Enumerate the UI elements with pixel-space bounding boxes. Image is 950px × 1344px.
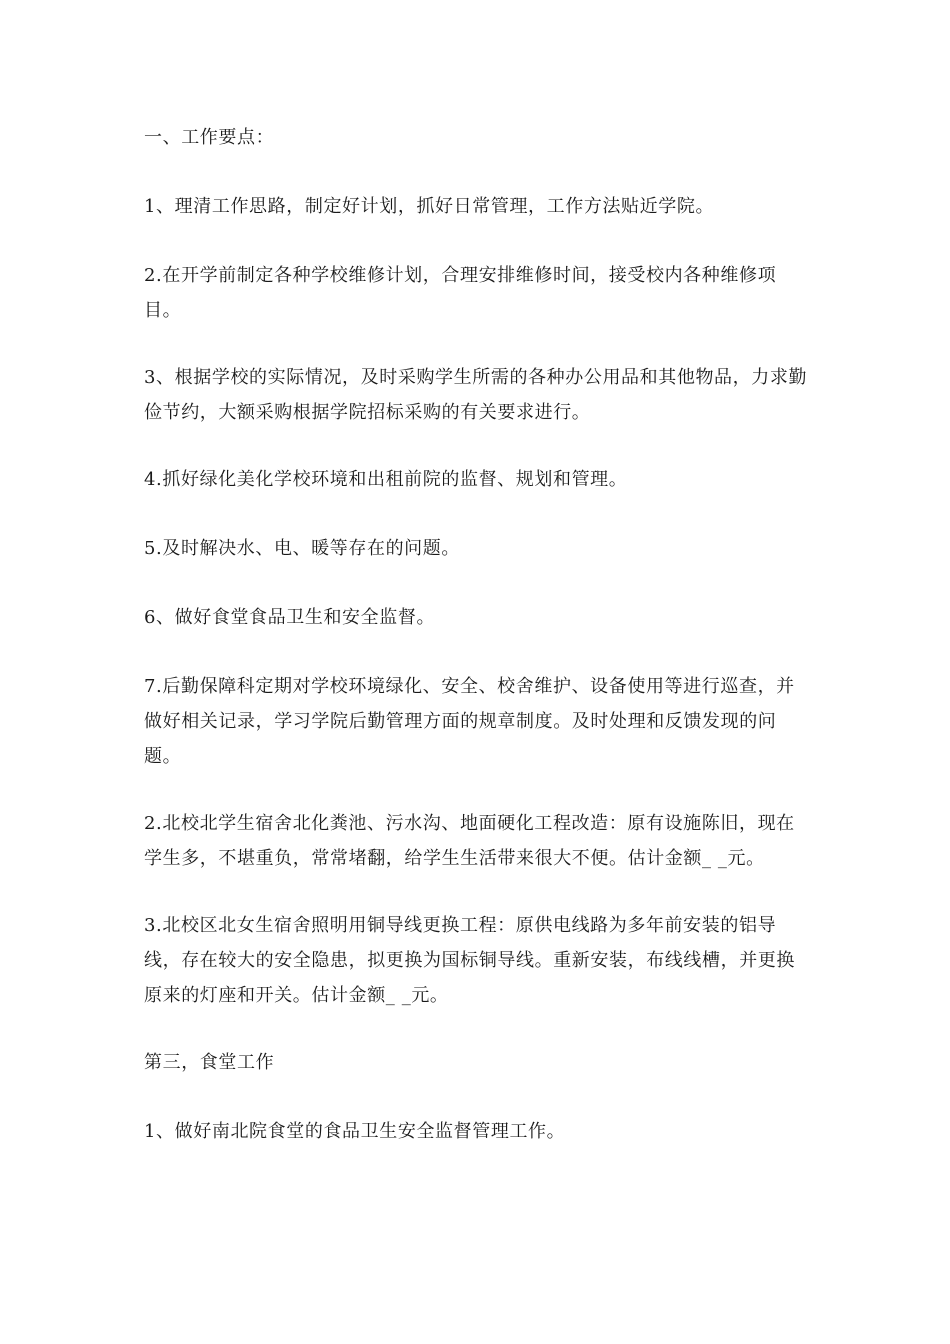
paragraph-item-5: 5.及时解决水、电、暖等存在的问题。 <box>144 538 460 559</box>
paragraph-item-6: 6、做好食堂食品卫生和安全监督。 <box>144 607 436 628</box>
paragraph-item-3: 3、根据学校的实际情况，及时采购学生所需的各种办公用品和其他物品，力求勤俭节约，大额采购根据学院招标采购的有关要求进行。 <box>144 367 808 423</box>
section-heading-work-points: 一、工作要点： <box>144 127 275 148</box>
paragraph-item-2: 2.在开学前制定各种学校维修计划，合理安排维修时间，接受校内各种维修项目。 <box>144 265 777 321</box>
paragraph-project-3: 3.北校区北女生宿舍照明用铜导线更换工程：原供电线路为多年前安装的铝导线，存在较大的安全隐患，拟更换为国标铜导线。重新安装，布线线槽，并更换原来的灯座和开关。估计金额_ _元。 <box>144 915 795 1006</box>
paragraph-item-7: 7.后勤保障科定期对学校环境绿化、安全、校舍维护、设备使用等进行巡查，并做好相关记录，学习学院后勤管理方面的规章制度。及时处理和反馈发现的问题。 <box>144 676 795 767</box>
section-heading-canteen: 第三，食堂工作 <box>144 1052 275 1073</box>
paragraph-item-4: 4.抓好绿化美化学校环境和出租前院的监督、规划和管理。 <box>144 469 628 490</box>
paragraph-item-1: 1、理清工作思路，制定好计划，抓好日常管理，工作方法贴近学院。 <box>144 196 715 217</box>
paragraph-canteen-1: 1、做好南北院食堂的食品卫生安全监督管理工作。 <box>144 1121 566 1142</box>
paragraph-project-2: 2.北校北学生宿舍北化粪池、污水沟、地面硬化工程改造：原有设施陈旧，现在学生多，不堪重负，常常堵翻，给学生生活带来很大不便。估计金额_ _元。 <box>144 813 795 869</box>
